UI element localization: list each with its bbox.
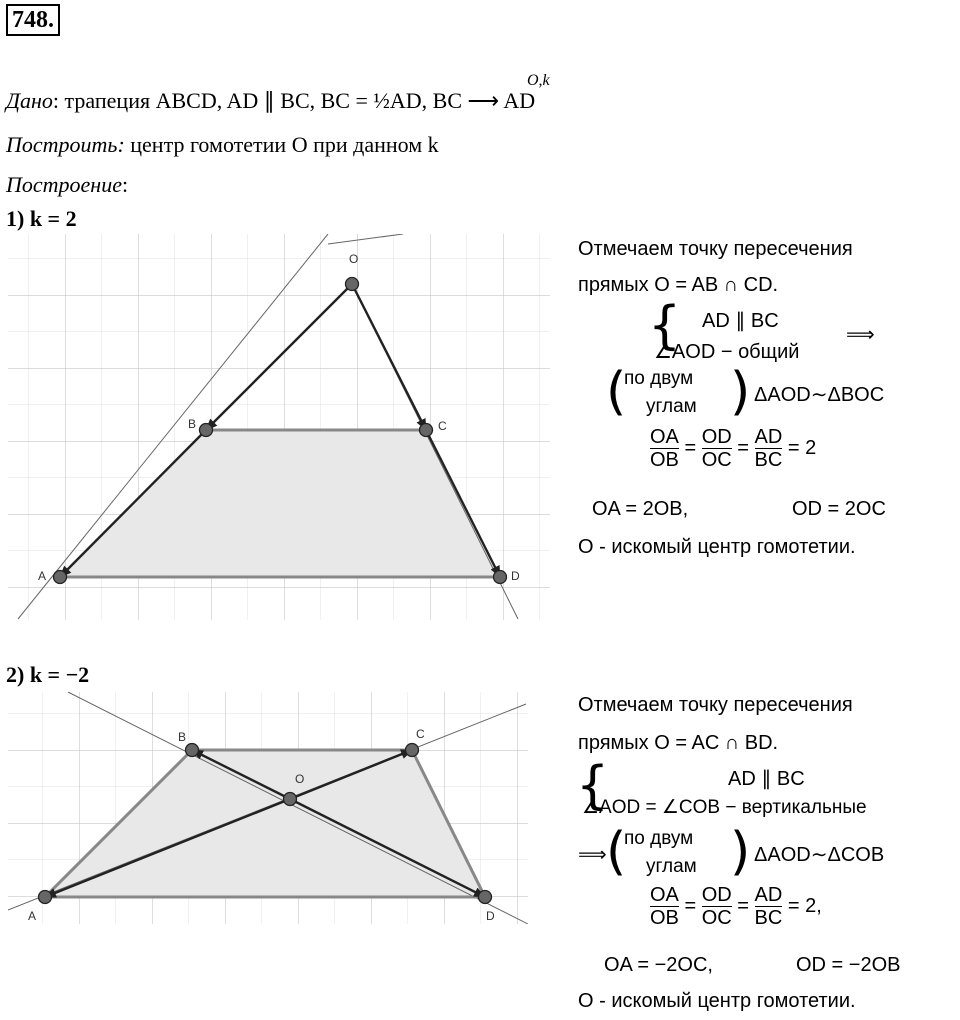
frac-ob: OB	[650, 449, 679, 471]
label-c: C	[438, 419, 447, 433]
case1-implies: ⟹	[846, 324, 875, 346]
case1-similar: ΔAOD∼ΔBOC	[754, 384, 885, 406]
point-c	[420, 424, 433, 437]
construction-line	[6, 172, 128, 198]
case2-similar: ΔAOD∼ΔCOB	[754, 844, 885, 866]
given-line	[6, 88, 535, 114]
given-arrow-label: O,k	[527, 72, 550, 89]
case2-vertical-angles: ∠AOD = ∠COB − вертикальные	[582, 797, 867, 818]
point-o	[346, 278, 359, 291]
case2-line2: прямых O = AC ∩ BD.	[578, 732, 779, 754]
case1-conclusion: O - искомый центр гомотетии.	[578, 536, 856, 558]
label-b: B	[188, 417, 197, 431]
frac-od: OD	[701, 426, 732, 448]
given-label: Дано	[6, 88, 53, 113]
point-d-2	[479, 891, 492, 904]
frac2-oa: OA	[650, 884, 679, 906]
case2-ratio: $\frac{OA}{OB}$ = $\frac{OD}{OC}$ = $\frac{AD}{BC}$ = 2,	[650, 884, 822, 929]
construction-colon: :	[121, 172, 129, 197]
case2-conclusion: O - искомый центр гомотетии.	[578, 990, 856, 1012]
label-b-2: B	[178, 730, 187, 744]
ratio-value: = 2	[787, 436, 817, 459]
frac-ad: AD	[754, 426, 783, 448]
frac-oa: OA	[650, 426, 679, 448]
frac2-ob: OB	[650, 907, 679, 929]
point-d	[494, 571, 507, 584]
frac2-od: OD	[701, 884, 732, 906]
point-b	[200, 424, 213, 437]
label-d: D	[511, 569, 520, 583]
case1-ratio: $\frac{OA}{OB}$ = $\frac{OD}{OC}$ = $\frac{AD}{BC}$ = 2	[650, 426, 817, 471]
figure-case2	[8, 692, 528, 924]
problem-number: 748.	[6, 4, 60, 36]
label-d-2: D	[486, 909, 495, 923]
construction-label: Построение	[6, 172, 122, 197]
point-b-2	[186, 744, 199, 757]
case1-parallel: AD ∥ BC	[702, 310, 779, 332]
construct-label: Построить:	[6, 132, 125, 157]
label-o-2: O	[295, 772, 305, 786]
point-a	[54, 571, 67, 584]
frac2-bc: BC	[754, 907, 783, 929]
case2-title: 2) k = −2	[6, 662, 90, 687]
given-text: : трапеция ABCD, AD ∥ BC, BC = ½AD, BC ⟶ AD	[52, 88, 536, 113]
case2-vector-eq1: OA = −2OC,	[604, 954, 713, 976]
case1-vector-eq1: OA = 2OB,	[592, 498, 689, 520]
case2-vector-eq2: OD = −2OB	[796, 954, 901, 976]
point-c-2	[406, 744, 419, 757]
point-a-2	[39, 891, 52, 904]
case1-angles: углам	[646, 396, 697, 417]
frac2-ad: AD	[754, 884, 783, 906]
case1-vector-eq2: OD = 2OC	[792, 498, 886, 520]
case1-by-two: по двум	[624, 368, 694, 389]
frac2-oc: OC	[701, 907, 732, 929]
label-o: O	[349, 252, 359, 266]
case2-by-two: по двум	[624, 828, 694, 849]
construct-text: центр гомотетии O при данном k	[124, 132, 439, 157]
figure-case1	[8, 234, 550, 620]
case2-line1: Отмечаем точку пересечения	[578, 694, 853, 716]
case2-implies: ⟹	[578, 844, 607, 866]
case1-line2: прямых O = AB ∩ CD.	[578, 274, 779, 296]
label-c-2: C	[416, 727, 425, 741]
case1-title: 1) k = 2	[6, 206, 77, 231]
frac-bc: BC	[754, 449, 783, 471]
case1-common-angle: ∠AOD − общий	[654, 341, 800, 363]
case1-line1: Отмечаем точку пересечения	[578, 238, 853, 260]
label-a-2: A	[28, 909, 37, 923]
case2-angles: углам	[646, 856, 697, 877]
case2-parallel: AD ∥ BC	[728, 768, 805, 790]
ratio2-value: = 2,	[787, 894, 822, 917]
point-o-2	[284, 793, 297, 806]
construct-line	[6, 132, 439, 158]
frac-oc: OC	[701, 449, 732, 471]
label-a: A	[38, 569, 47, 583]
